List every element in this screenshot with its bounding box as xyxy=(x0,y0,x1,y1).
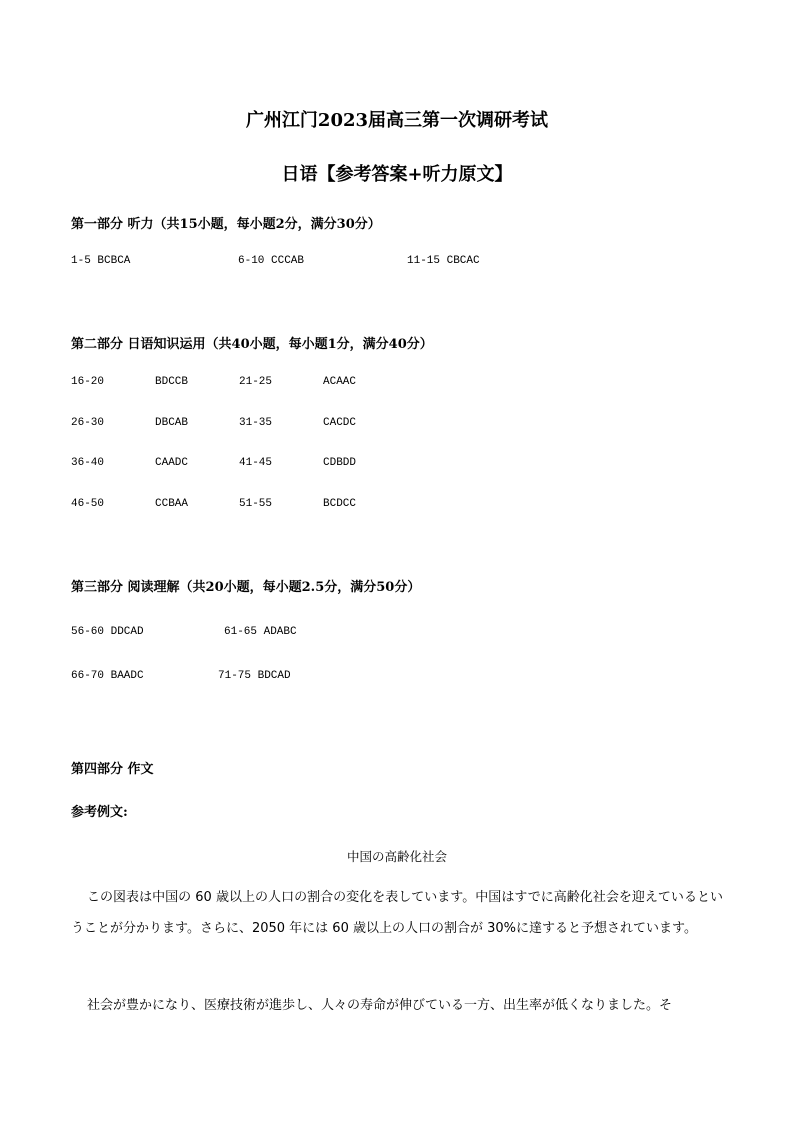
part1-answer: 1-5 BCBCA xyxy=(71,255,131,267)
document-subtitle: 日语【参考答案+听力原文】 xyxy=(281,164,513,185)
answer-key: BCDCC xyxy=(323,498,357,510)
essay-paragraph: この図表は中国の 60 歳以上の人口の割合の変化を表しています。中国はすでに高齢化社会を迎えているということが分かります。さらに、2050 年には 60 歳以上の人口の割合が 30%に達すると予想されています。 xyxy=(71,890,723,936)
answer-key: DBCAB xyxy=(155,417,189,429)
answer-key: ACAAC xyxy=(323,376,357,388)
answer-key: CAADC xyxy=(155,457,189,469)
part3-heading: 第三部分 阅读理解（共20小题，每小题2.5分，满分50分） xyxy=(71,580,421,595)
answer-range: 31-35 xyxy=(239,417,273,429)
answer-key: BDCCB xyxy=(155,376,189,388)
answer-key: CACDC xyxy=(323,417,357,429)
part3-answer: 61-65 ADABC xyxy=(224,626,297,638)
part4-heading: 第四部分 作文 xyxy=(71,762,154,777)
answer-range: 16-20 xyxy=(71,376,105,388)
answer-key: CDBDD xyxy=(323,457,357,469)
answer-range: 41-45 xyxy=(239,457,273,469)
essay-title: 中国の高齢化社会 xyxy=(346,849,447,864)
answer-range: 36-40 xyxy=(71,457,105,469)
essay-paragraph: 社会が豊かになり、医療技術が進歩し、人々の寿命が伸びている一方、出生率が低くなりました。そ xyxy=(87,998,673,1013)
part1-heading: 第一部分 听力（共15小题，每小题2分，满分30分） xyxy=(71,217,381,232)
part3-answer: 71-75 BDCAD xyxy=(218,670,291,682)
answer-range: 51-55 xyxy=(239,498,273,510)
sample-essay-label: 参考例文: xyxy=(71,805,128,820)
part1-answer: 6-10 CCCAB xyxy=(238,255,305,267)
answer-range: 21-25 xyxy=(239,376,273,388)
answer-range: 26-30 xyxy=(71,417,105,429)
answer-key: CCBAA xyxy=(155,498,189,510)
part3-answer: 66-70 BAADC xyxy=(71,670,144,682)
part1-answer: 11-15 CBCAC xyxy=(407,255,480,267)
part3-answer: 56-60 DDCAD xyxy=(71,626,144,638)
document-title: 广州江门2023届高三第一次调研考试 xyxy=(245,110,549,131)
part2-heading: 第二部分 日语知识运用（共40小题，每小题1分，满分40分） xyxy=(71,337,433,352)
answer-range: 46-50 xyxy=(71,498,105,510)
